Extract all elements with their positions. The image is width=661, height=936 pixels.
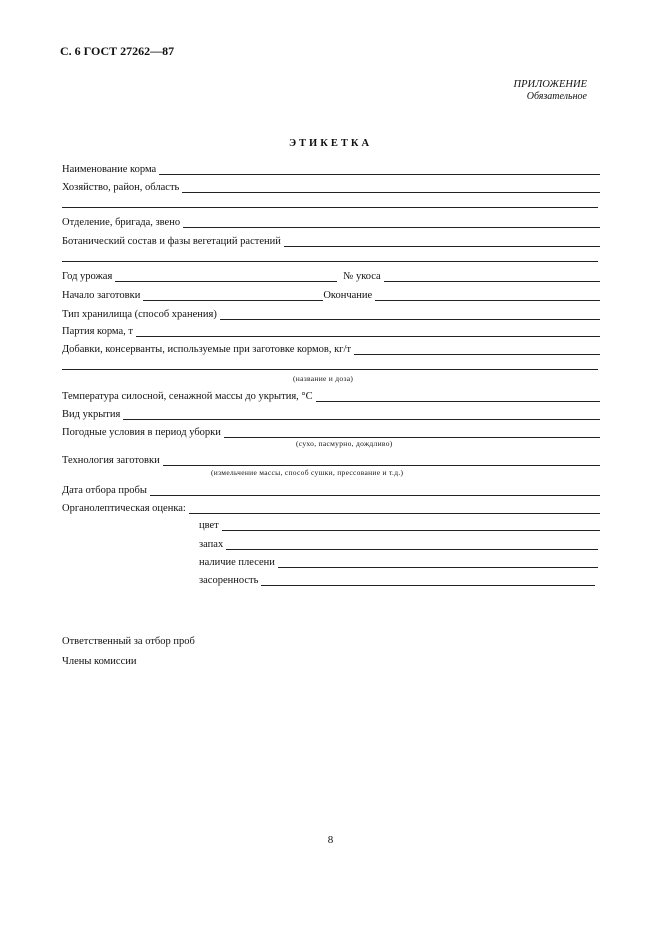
field-label: Окончание <box>323 290 373 301</box>
field-color <box>199 517 600 531</box>
field-feed-name <box>62 161 600 175</box>
field-label: Начало заготовки <box>62 290 141 301</box>
field-label: засоренность <box>199 575 259 586</box>
appendix-label: ПРИЛОЖЕНИЕ <box>513 79 587 90</box>
blank-line[interactable] <box>163 454 600 466</box>
field-label: Температура силосной, сенажной массы до укрытия, °С <box>62 391 313 402</box>
field-label: Вид укрытия <box>62 409 121 420</box>
blank-line[interactable] <box>222 519 600 531</box>
field-technology <box>62 452 600 466</box>
field-label: Технология заготовки <box>62 455 160 466</box>
field-label: Дата отбора пробы <box>62 485 147 496</box>
signature-commission: Члены комиссии <box>62 656 137 667</box>
field-organoleptic <box>62 500 600 514</box>
field-cover <box>62 406 600 420</box>
blank-line[interactable] <box>278 556 598 568</box>
blank-line[interactable] <box>143 289 323 301</box>
page-number: 8 <box>327 834 334 846</box>
blank-line[interactable] <box>261 574 595 586</box>
blank-line[interactable] <box>224 426 600 438</box>
field-farm <box>62 179 600 193</box>
blank-line[interactable] <box>150 484 600 496</box>
blank-line[interactable] <box>159 163 600 175</box>
field-label: № укоса <box>343 271 381 282</box>
blank-line[interactable] <box>136 325 600 337</box>
field-label: Погодные условия в период уборки <box>62 427 221 438</box>
field-label: Добавки, консерванты, используемые при заготовке кормов, кг/т <box>62 344 351 355</box>
blank-line[interactable] <box>284 235 600 247</box>
field-label: наличие плесени <box>199 557 275 568</box>
blank-line[interactable] <box>62 207 598 208</box>
page-header: С. 6 ГОСТ 27262—87 <box>60 44 175 58</box>
signature-responsible: Ответственный за отбор проб <box>62 636 195 647</box>
blank-line[interactable] <box>226 538 598 550</box>
field-label: Хозяйство, район, область <box>62 182 180 193</box>
document-title: ЭТИКЕТКА <box>288 138 373 149</box>
field-temperature <box>62 388 600 402</box>
field-sampling-date <box>62 482 600 496</box>
field-hint: (название и доза) <box>293 374 354 383</box>
blank-line[interactable] <box>316 390 600 402</box>
blank-line[interactable] <box>384 270 600 282</box>
appendix-status: Обязательное <box>526 91 587 102</box>
field-division <box>62 214 600 228</box>
blank-line[interactable] <box>123 408 600 420</box>
field-smell <box>199 536 598 550</box>
field-storage <box>62 306 600 320</box>
field-label: Ботанический состав и фазы вегетаций растений <box>62 236 281 247</box>
blank-line[interactable] <box>62 369 598 370</box>
field-additives <box>62 341 600 355</box>
field-label: цвет <box>199 520 219 531</box>
field-start-end <box>62 287 600 301</box>
field-hint: (сухо, пасмурно, дождливо) <box>296 439 393 448</box>
field-label: запах <box>199 539 224 550</box>
blank-line[interactable] <box>354 343 600 355</box>
blank-line[interactable] <box>62 261 598 262</box>
blank-line[interactable] <box>115 270 337 282</box>
field-botanical <box>62 233 600 247</box>
field-impurity <box>199 572 595 586</box>
field-weather <box>62 424 600 438</box>
field-batch <box>62 323 600 337</box>
field-label: Год урожая <box>62 271 113 282</box>
field-label: Партия корма, т <box>62 326 133 337</box>
field-harvest-year <box>62 268 600 282</box>
field-mold <box>199 554 598 568</box>
field-hint: (измельчение массы, способ сушки, прессование и т.д.) <box>211 468 404 477</box>
field-label: Отделение, бригада, звено <box>62 217 181 228</box>
blank-line[interactable] <box>375 289 600 301</box>
field-label: Органолептическая оценка: <box>62 503 186 514</box>
blank-line[interactable] <box>182 181 600 193</box>
blank-line[interactable] <box>189 502 600 514</box>
blank-line[interactable] <box>220 308 600 320</box>
blank-line[interactable] <box>183 216 600 228</box>
field-label: Тип хранилища (способ хранения) <box>62 309 217 320</box>
field-label: Наименование корма <box>62 164 157 175</box>
